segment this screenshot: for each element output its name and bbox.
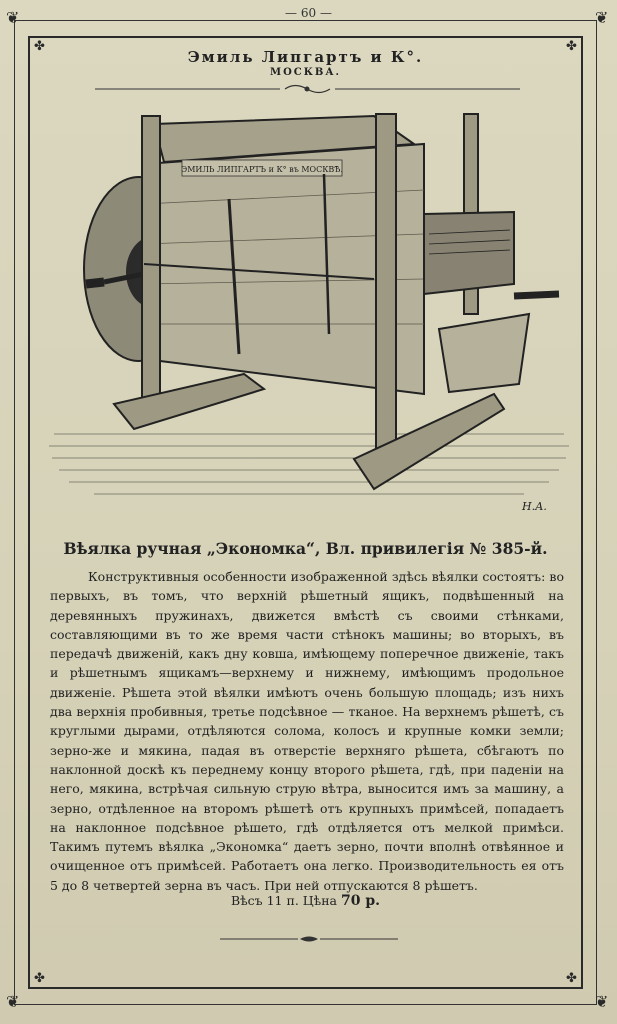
corner-ornament-icon: ❦ [6, 992, 20, 1011]
artist-signature: Н.А. [522, 500, 547, 513]
weight-value: Вѣсъ 11 п. [230, 893, 299, 908]
firm-city: МОСКВА. [270, 67, 341, 78]
firm-name: Эмиль Липгартъ и К°. [187, 48, 424, 66]
description-block [50, 567, 564, 895]
machine-nameplate-label: ЭМИЛЬ ЛИПГАРТЪ и К° въ МОСКВѢ. [181, 165, 343, 174]
corner-ornament-icon: ✤ [566, 39, 577, 54]
price-line [28, 893, 583, 909]
price-amount: 70 р. [341, 893, 381, 909]
corner-ornament-icon: ✤ [566, 971, 577, 986]
corner-ornament-icon: ✤ [34, 39, 45, 54]
page-number: — 60 — [285, 6, 332, 20]
bottom-ornament-rule [220, 934, 398, 944]
winnowing-machine-illustration [44, 104, 574, 524]
ornament-rule [95, 82, 520, 96]
description-paragraph: Конструктивныя особенности изображенной здѣсь вѣялки состоятъ: во первыхъ, въ томъ, что верхній рѣшетный ящикъ, подвѣшенный на деревянныхъ пружинахъ, движется вмѣстѣ съ своими стѣнками, составляющими въ то же время части стѣнокъ машины; во вторыхъ, въ передачѣ движеній, какъ дну ковша, имѣющему поперечное движеніе, такъ и рѣшетнымъ ящикамъ—верхнему и нижнему, имѣющимъ продольное движеніе. Рѣшета этой вѣялки имѣютъ очень большую площадь; изъ нихъ два верхнія пробивныя, третье подсѣвное — тканое. На верхнемъ рѣшетѣ, съ круглыми дырами, отдѣляются солома, колосъ и крупные комки земли; зерно-же и мякина, падая въ отверстіе верхняго рѣшета, сбѣгаютъ по наклонной доскѣ къ переднему концу второго рѣшета, гдѣ, при паденіи на него, мякина, встрѣчая сильную струю вѣтра, выносится имъ за машину, а зерно, отдѣленное на второмъ рѣшетѣ отъ крупныхъ примѣсей, попадаетъ на наклонное подсѣвное рѣшето, гдѣ отдѣляется отъ мелкой примѣси. Такимъ путемъ вѣялка „Экономка“ даетъ зерно, почти вполнѣ отвѣянное и очищенное отъ примѣсей. Работаетъ она легко. Производительность ея отъ 5 до 8 четвертей зерна въ часъ. При ней отпускаются 8 рѣшетъ. [50, 569, 564, 893]
product-title: Вѣялка ручная „Экономка“, Вл. привилегія № 385-й. [63, 539, 548, 558]
corner-ornament-icon: ❦ [595, 992, 609, 1011]
corner-ornament-icon: ❦ [595, 8, 609, 27]
price-label: Цѣна [302, 893, 338, 908]
corner-ornament-icon: ❦ [6, 8, 20, 27]
corner-ornament-icon: ✤ [34, 971, 45, 986]
